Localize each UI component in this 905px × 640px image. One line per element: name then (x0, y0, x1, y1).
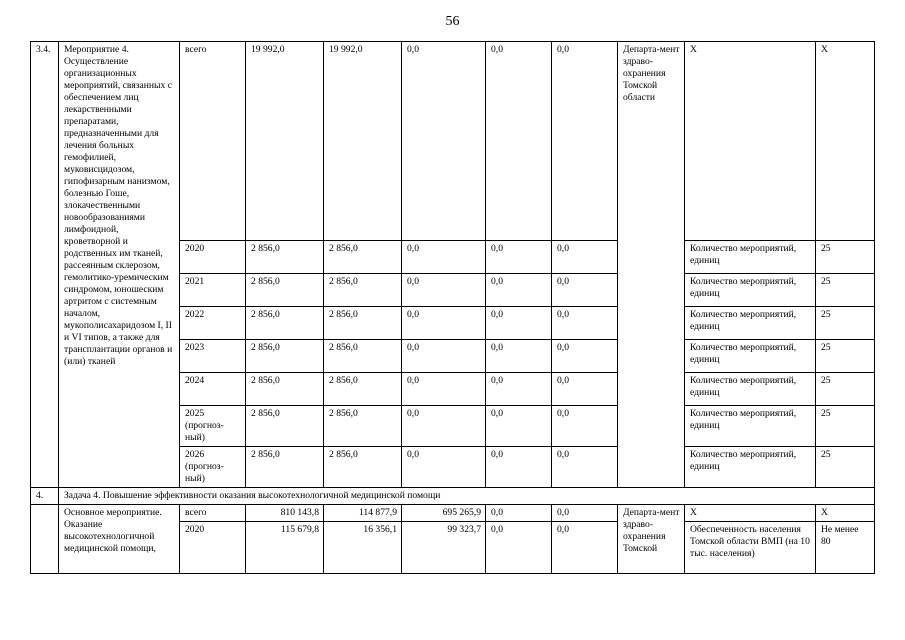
year-cell: 2021 (180, 274, 246, 307)
value-cell: 0,0 (486, 274, 552, 307)
target-cell: 25 (816, 373, 875, 406)
value-cell: 0,0 (552, 42, 618, 241)
value-cell: 2 856,0 (246, 373, 324, 406)
value-cell: 2 856,0 (246, 241, 324, 274)
value-cell: 2 856,0 (324, 307, 402, 340)
indicator-cell: Количество мероприятий, единиц (685, 447, 816, 488)
target-cell: 25 (816, 274, 875, 307)
value-cell: 0,0 (552, 447, 618, 488)
value-cell: 695 265,9 (402, 505, 486, 522)
value-cell: 0,0 (486, 307, 552, 340)
value-cell: 19 992,0 (324, 42, 402, 241)
value-cell: 16 356,1 (324, 522, 402, 574)
value-cell: 0,0 (402, 307, 486, 340)
task-title: Задача 4. Повышение эффективности оказания высокотехнологичной медицинской помощи (59, 488, 875, 505)
value-cell: 0,0 (552, 373, 618, 406)
target-cell: Х (816, 42, 875, 241)
page-number: 56 (445, 14, 460, 29)
target-cell: 25 (816, 241, 875, 274)
year-cell: 2025 (прогноз-ный) (180, 406, 246, 447)
value-cell: 0,0 (552, 274, 618, 307)
target-cell: 25 (816, 340, 875, 373)
department-cell: Департа-мент здраво-охранения Томской (618, 505, 685, 574)
value-cell: 0,0 (486, 340, 552, 373)
value-cell: 0,0 (552, 406, 618, 447)
value-cell: 0,0 (402, 340, 486, 373)
value-cell: 0,0 (402, 373, 486, 406)
value-cell: 0,0 (486, 406, 552, 447)
value-cell: 0,0 (552, 340, 618, 373)
value-cell: 2 856,0 (324, 406, 402, 447)
year-cell: 2023 (180, 340, 246, 373)
indicator-cell: Х (685, 42, 816, 241)
value-cell: 2 856,0 (324, 340, 402, 373)
value-cell: 19 992,0 (246, 42, 324, 241)
value-cell: 0,0 (402, 447, 486, 488)
indicator-cell: Х (685, 505, 816, 522)
value-cell: 0,0 (486, 522, 552, 574)
value-cell: 2 856,0 (324, 274, 402, 307)
value-cell: 2 856,0 (246, 447, 324, 488)
indicator-cell: Количество мероприятий, единиц (685, 373, 816, 406)
year-cell: 2022 (180, 307, 246, 340)
value-cell: 0,0 (552, 505, 618, 522)
target-cell: 25 (816, 406, 875, 447)
year-cell: всего (180, 505, 246, 522)
value-cell: 99 323,7 (402, 522, 486, 574)
value-cell: 0,0 (486, 42, 552, 241)
target-cell: Не менее 80 (816, 522, 875, 574)
program-table (30, 41, 875, 574)
task-row (31, 488, 875, 505)
row-number (31, 505, 59, 574)
department-cell: Департа-мент здраво-охранения Томской области (618, 42, 685, 488)
year-cell: всего (180, 42, 246, 241)
value-cell: 2 856,0 (246, 274, 324, 307)
table-row (31, 42, 875, 241)
value-cell: 0,0 (402, 406, 486, 447)
indicator-cell: Обеспеченность населения Томской области ВМП (на 10 тыс. населения) (685, 522, 816, 574)
target-cell: 25 (816, 307, 875, 340)
value-cell: 2 856,0 (324, 447, 402, 488)
value-cell: 2 856,0 (324, 373, 402, 406)
value-cell: 0,0 (486, 241, 552, 274)
value-cell: 2 856,0 (324, 241, 402, 274)
value-cell: 2 856,0 (246, 340, 324, 373)
target-cell: 25 (816, 447, 875, 488)
indicator-cell: Количество мероприятий, единиц (685, 340, 816, 373)
value-cell: 810 143,8 (246, 505, 324, 522)
year-cell: 2020 (180, 241, 246, 274)
indicator-cell: Количество мероприятий, единиц (685, 274, 816, 307)
year-cell: 2020 (180, 522, 246, 574)
row-number: 3.4. (31, 42, 59, 488)
value-cell: 0,0 (402, 42, 486, 241)
value-cell: 2 856,0 (246, 406, 324, 447)
value-cell: 0,0 (402, 241, 486, 274)
event-description: Мероприятие 4. Осуществление организационных мероприятий, связанных с обеспечением лиц лекарственными препаратами, предназначенными для лечения больных гемофилией, муковисцидозом, гипофизарным нанизмом, болезнью Гоше, злокачественными новообразованиями лимфоидной, кроветворной и родственных им тканей, рассеянным склерозом, гемолитико-уремическим синдромом, юношеским артритом с системным началом, мукополисахаридозом I, II и VI типов, а также для трансплантации органов и (или) тканей (59, 42, 180, 488)
value-cell: 0,0 (486, 447, 552, 488)
value-cell: 115 679,8 (246, 522, 324, 574)
indicator-cell: Количество мероприятий, единиц (685, 406, 816, 447)
target-cell: Х (816, 505, 875, 522)
value-cell: 0,0 (552, 307, 618, 340)
event-description: Основное мероприятие. Оказание высокотехнологичной медицинской помощи, (59, 505, 180, 574)
value-cell: 0,0 (552, 522, 618, 574)
row-number: 4. (31, 488, 59, 505)
year-cell: 2024 (180, 373, 246, 406)
year-cell: 2026 (прогноз-ный) (180, 447, 246, 488)
value-cell: 0,0 (552, 241, 618, 274)
value-cell: 0,0 (486, 505, 552, 522)
value-cell: 0,0 (402, 274, 486, 307)
indicator-cell: Количество мероприятий, единиц (685, 241, 816, 274)
table-row (31, 505, 875, 522)
indicator-cell: Количество мероприятий, единиц (685, 307, 816, 340)
value-cell: 114 877,9 (324, 505, 402, 522)
value-cell: 2 856,0 (246, 307, 324, 340)
value-cell: 0,0 (486, 373, 552, 406)
